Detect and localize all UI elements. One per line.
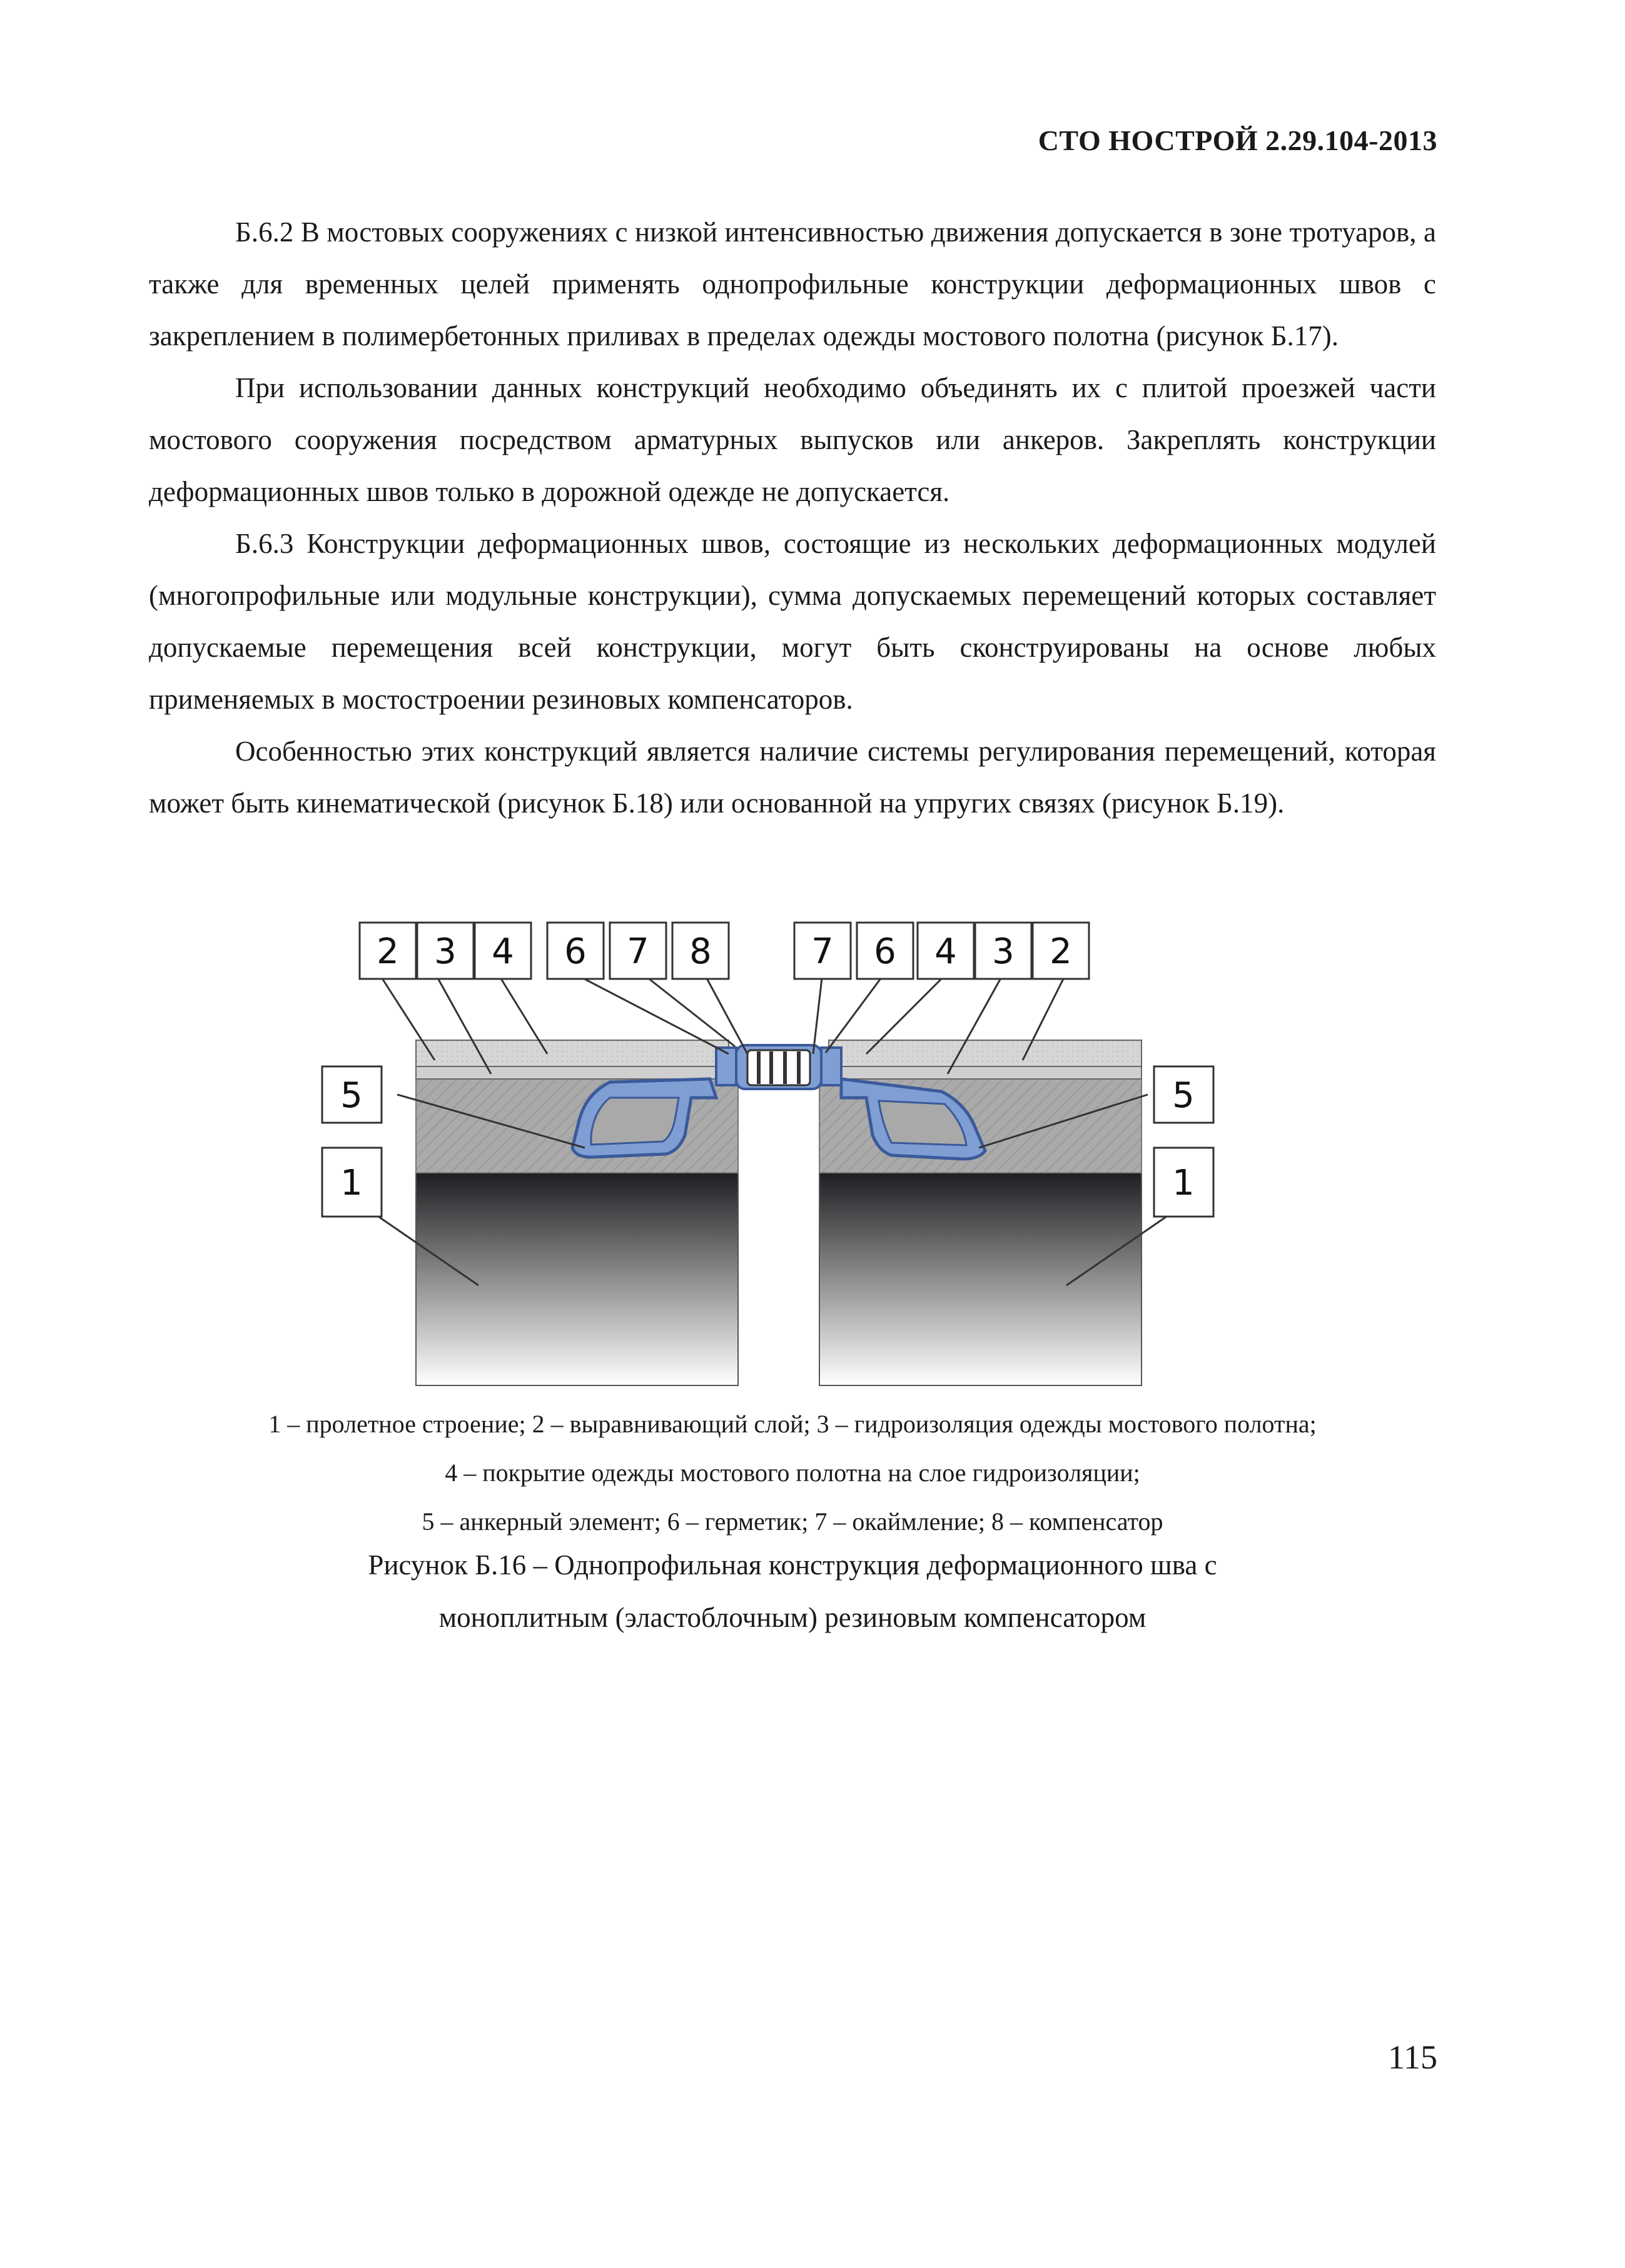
svg-text:1: 1: [340, 1163, 363, 1203]
svg-text:8: 8: [689, 931, 712, 972]
label-4-left: [475, 923, 531, 979]
document-header: СТО НОСТРОЙ 2.29.104-2013: [1038, 124, 1437, 156]
legend-line-3: 5 – анкерный элемент; 6 – герметик; 7 – окаймление; 8 – компенсатор: [422, 1507, 1163, 1536]
svg-text:2: 2: [377, 931, 399, 972]
rubber-compensator: [736, 1045, 821, 1089]
label-5-right: [1154, 1066, 1213, 1123]
top-labels-right: [794, 923, 1089, 979]
left-anchor-inner: [591, 1098, 679, 1145]
left-block: [416, 1040, 738, 1385]
expansion-joint-figure: [316, 910, 1235, 1392]
paragraph-anchoring: При использовании данных конструкций необходимо объединять их с плитой проезжей части мостового сооружения посредством арматурных выпусков или анкеров. Закреплять конструкции деформационных швов только в дорожной одежде не допускается.: [149, 372, 1436, 507]
figure-legend: [149, 1400, 1436, 1546]
right-block: [819, 1040, 1142, 1385]
page-number: 115: [1388, 2038, 1437, 2076]
svg-text:1: 1: [1172, 1163, 1195, 1203]
label-3-left: [417, 923, 473, 979]
paragraph-regulation: Особенностью этих конструкций является наличие системы регулирования перемещений, которая может быть кинематической (рисунок Б.18) или основанной на упругих связях (рисунок Б.19).: [149, 736, 1436, 819]
svg-text:7: 7: [627, 931, 649, 972]
svg-text:4: 4: [934, 931, 957, 972]
right-edge-profile: [821, 1048, 841, 1085]
legend-line-2: 4 – покрытие одежды мостового полотна на слое гидроизоляции;: [445, 1459, 1140, 1487]
caption-line-1: Рисунок Б.16 – Однопрофильная конструкция деформационного шва с: [368, 1549, 1217, 1581]
paragraph-b62: Б.6.2 В мостовых сооружениях с низкой интенсивностью движения допускается в зоне тротуаров, а также для временных целей применять однопрофильные конструкции деформационных швов с закреплением в полимербетонных приливах в пределах одежды мостового полотна (рисунок Б.17).: [149, 216, 1436, 352]
label-1-right: [1154, 1148, 1213, 1217]
paragraph-b63: Б.6.3 Конструкции деформационных швов, состоящие из нескольких деформационных модулей (многопрофильные или модульные конструкции), сумма допускаемых перемещений которых составляет допускаемые перемещения всей конструкции, могут быть сконструированы на основе любых применяемых в мостостроении резиновых компенсаторов.: [149, 528, 1436, 715]
label-6-left: [547, 923, 604, 979]
legend-line-1: 1 – пролетное строение; 2 – выравнивающий слой; 3 – гидроизоляция одежды мостового полотна;: [268, 1410, 1317, 1438]
left-waterproofing: [416, 1066, 738, 1079]
caption-line-2: моноплитным (эластоблочным) резиновым компенсатором: [438, 1602, 1147, 1633]
left-deck: [416, 1173, 738, 1385]
label-7-right: [794, 923, 851, 979]
label-2-left: [360, 923, 416, 979]
label-2-right: [1033, 923, 1089, 979]
svg-text:7: 7: [811, 931, 834, 972]
right-deck: [819, 1173, 1142, 1385]
label-4-right: [918, 923, 974, 979]
label-8: [672, 923, 729, 979]
svg-text:4: 4: [492, 931, 514, 972]
left-surface: [416, 1040, 729, 1066]
label-6-right: [857, 923, 913, 979]
svg-text:5: 5: [340, 1075, 363, 1116]
right-waterproofing: [819, 1066, 1142, 1079]
svg-text:6: 6: [874, 931, 896, 972]
svg-text:3: 3: [434, 931, 457, 972]
svg-text:3: 3: [992, 931, 1015, 972]
svg-text:2: 2: [1050, 931, 1072, 972]
body-text: [149, 206, 1436, 829]
joint-diagram: [316, 910, 1235, 1392]
label-5-left: [322, 1066, 382, 1123]
label-3-right: [975, 923, 1031, 979]
label-1-left: [322, 1148, 382, 1217]
svg-text:6: 6: [564, 931, 587, 972]
top-labels-left: [360, 923, 729, 979]
label-7-left: [610, 923, 666, 979]
figure-caption: [149, 1539, 1436, 1644]
svg-text:5: 5: [1172, 1075, 1195, 1116]
